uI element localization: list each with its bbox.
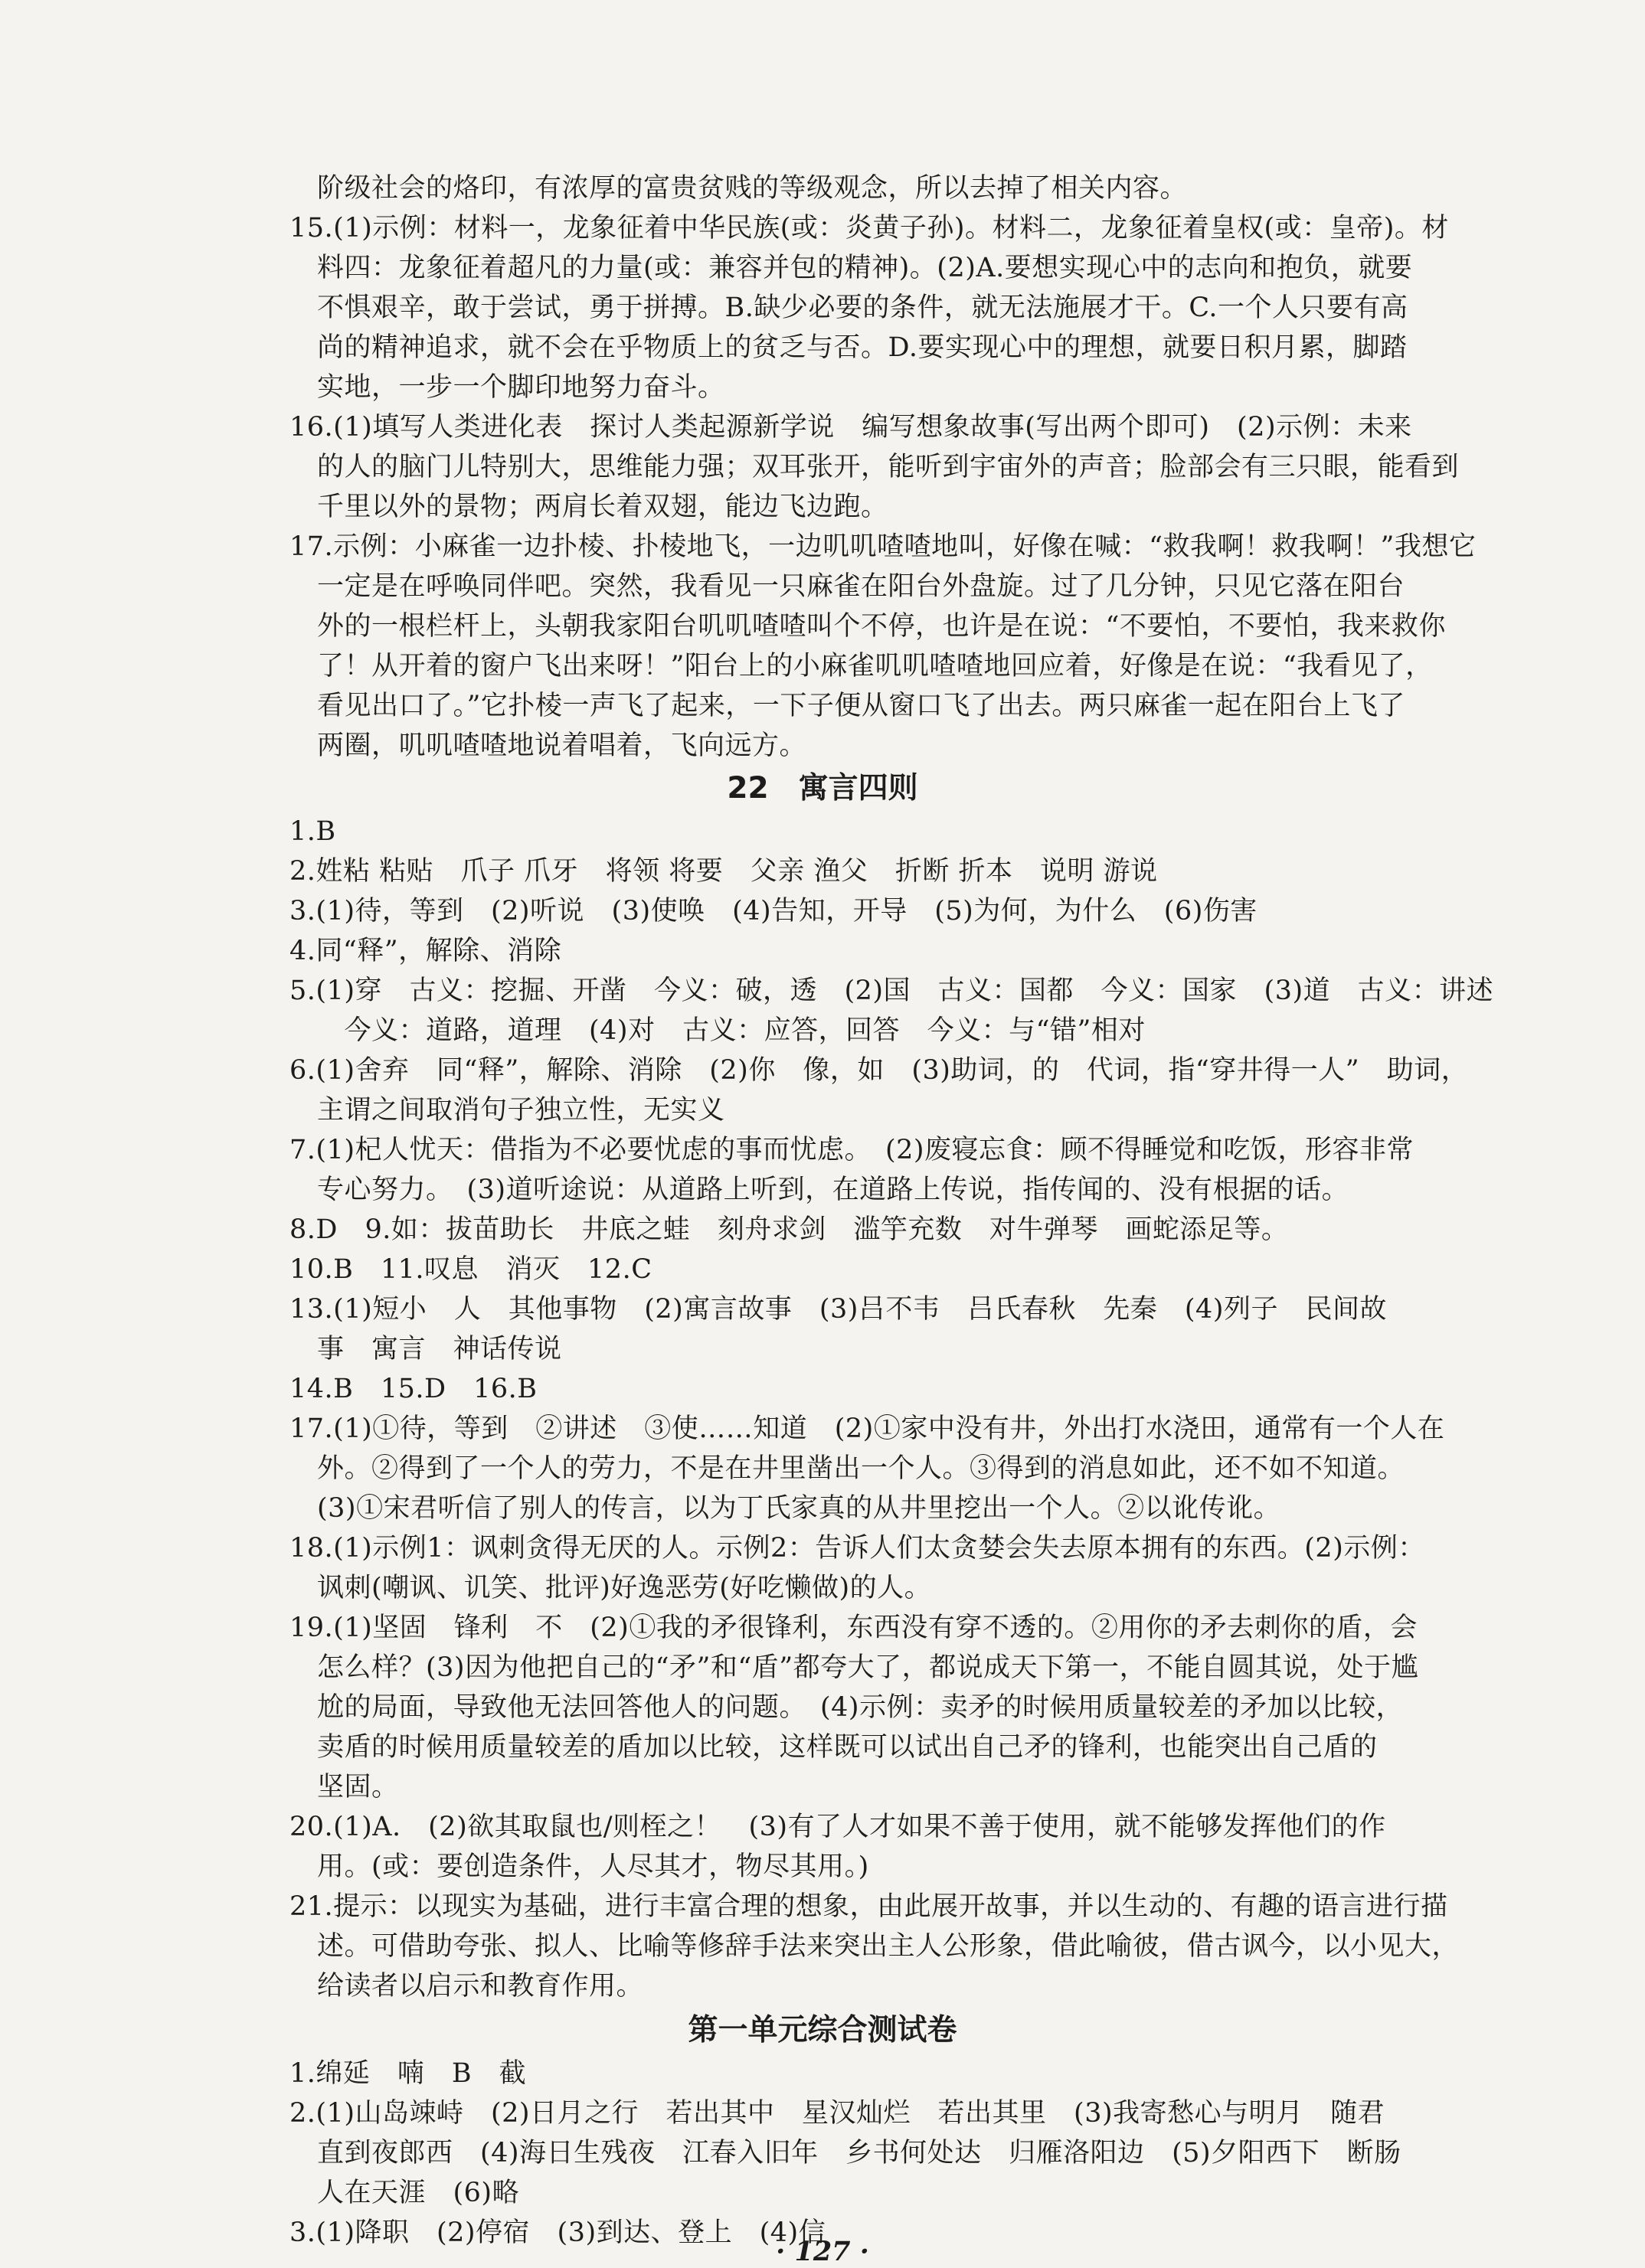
text-line: 17.(1)①待，等到 ②讲述 ③使……知道 (2)①家中没有井，外出打水浇田，通常有一个人在: [289, 1413, 1445, 1444]
text-line: 6.(1)舍弃 同“释”，解除、消除 (2)你 像，如 (3)助词，的 代词，指“穿井得一人” 助词，: [289, 1055, 1469, 1086]
text-line: 16.(1)填写人类进化表 探讨人类起源新学说 编写想象故事(写出两个即可) (2)示例：未来: [289, 412, 1412, 443]
text-line: 料四：龙象征着超凡的力量(或：兼容并包的精神)。(2)A.要想实现心中的志向和抱负，就要: [317, 253, 1413, 283]
page-number: · 127 ·: [776, 2236, 869, 2267]
text-line: 19.(1)坚固 锋利 不 (2)①我的矛很锋利，东西没有穿不透的。②用你的矛去刺你的盾，会: [289, 1613, 1418, 1643]
text-line: 14.B 15.D 16.B: [289, 1374, 538, 1404]
text-line: 18.(1)示例1：讽刺贪得无厌的人。示例2：告诉人们太贪婪会失去原本拥有的东西。(2)示例：: [289, 1533, 1425, 1564]
text-line: 实地，一步一个脚印地努力奋斗。: [317, 372, 725, 403]
text-line: 用。(或：要创造条件，人尽其才，物尽其用。): [317, 1851, 869, 1882]
text-line: 2.(1)山岛竦峙 (2)日月之行 若出其中 星汉灿烂 若出其里 (3)我寄愁心与明月 随君: [289, 2098, 1385, 2129]
text-line: 8.D 9.如：拔苗助长 井底之蛙 刻舟求剑 滥竽充数 对牛弹琴 画蛇添足等。: [289, 1214, 1289, 1245]
text-line: 主谓之间取消句子独立性，无实义: [317, 1095, 725, 1126]
text-line: 1.B: [289, 816, 336, 847]
text-line: 讽刺(嘲讽、讥笑、批评)好逸恶劳(好吃懒做)的人。: [317, 1573, 932, 1603]
text-line: 17.示例：小麻雀一边扑棱、扑棱地飞，一边叽叽喳喳地叫，好像在喊：“救我啊！救我啊！”我想它: [289, 531, 1477, 562]
text-line: 不惧艰辛，敢于尝试，勇于拼搏。B.缺少必要的条件，就无法施展才干。C.一个人只要有高: [317, 292, 1408, 323]
text-line: 13.(1)短小 人 其他事物 (2)寓言故事 (3)吕不韦 吕氏春秋 先秦 (4)列子 民间故: [289, 1294, 1387, 1325]
section-heading-unit-test: 第一单元综合测试卷: [688, 2013, 957, 2047]
text-line: (3)①宋君听信了别人的传言，以为丁氏家真的从井里挖出一个人。②以讹传讹。: [317, 1493, 1281, 1524]
text-line: 怎么样？(3)因为他把自己的“矛”和“盾”都夸大了，都说成天下第一，不能自圆其说，处于尴: [317, 1652, 1419, 1683]
text-line: 20.(1)A. (2)欲其取鼠也/则桎之！ (3)有了人才如果不善于使用，就不能够发挥他们的作: [289, 1812, 1386, 1842]
text-line: 今义：道路，道理 (4)对 古义：应答，回答 今义：与“错”相对: [317, 1015, 1146, 1046]
text-line: 4.同“释”，解除、消除: [289, 936, 562, 966]
text-line: 两圈，叽叽喳喳地说着唱着，飞向远方。: [317, 730, 807, 761]
text-line: 看见出口了。”它扑棱一声飞了起来，一下子便从窗口飞了出去。两只麻雀一起在阳台上飞了: [317, 691, 1405, 721]
text-line: 15.(1)示例：材料一，龙象征着中华民族(或：炎黄子孙)。材料二，龙象征着皇权(或：皇帝)。材: [289, 213, 1449, 243]
text-line: 了！从开着的窗户飞出来呀！”阳台上的小麻雀叽叽喳喳地回应着，好像是在说：“我看见了，: [317, 651, 1433, 681]
text-line: 千里以外的景物；两肩长着双翅，能边飞边跑。: [317, 492, 888, 522]
text-line: 直到夜郎西 (4)海日生残夜 江春入旧年 乡书何处达 归雁洛阳边 (5)夕阳西下 断肠: [317, 2138, 1401, 2168]
text-line: 卖盾的时候用质量较差的盾加以比较，这样既可以试出自己矛的锋利，也能突出自己盾的: [317, 1732, 1378, 1763]
text-line: 1.绵延 喃 B 截: [289, 2058, 527, 2089]
text-line: 外的一根栏杆上，头朝我家阳台叽叽喳喳叫个不停，也许是在说：“不要怕，不要怕，我来救你: [317, 611, 1446, 642]
text-line: 的人的脑门儿特别大，思维能力强；双耳张开，能听到宇宙外的声音；脸部会有三只眼，能看到: [317, 452, 1460, 482]
text-line: 尚的精神追求，就不会在乎物质上的贫乏与否。D.要实现心中的理想，就要日积月累，脚踏: [317, 332, 1408, 363]
text-line: 5.(1)穿 古义：挖掘、开凿 今义：破，透 (2)国 古义：国都 今义：国家 (3)道 古义：讲述: [289, 976, 1494, 1006]
text-line: 7.(1)杞人忧天：借指为不必要忧虑的事而忧虑。 (2)废寝忘食：顾不得睡觉和吃饭，形容非常: [289, 1135, 1414, 1165]
text-line: 外。②得到了一个人的劳力，不是在井里凿出一个人。③得到的消息如此，还不如不知道。: [317, 1453, 1405, 1484]
text-line: 一定是在呼唤同伴吧。突然，我看见一只麻雀在阳台外盘旋。过了几分钟，只见它落在阳台: [317, 571, 1405, 602]
text-line: 尬的局面，导致他无法回答他人的问题。 (4)示例：卖矛的时候用质量较差的矛加以比较，: [317, 1692, 1404, 1723]
text-line: 专心努力。 (3)道听途说：从道路上听到，在道路上传说，指传闻的、没有根据的话。: [317, 1175, 1349, 1205]
text-line: 3.(1)降职 (2)停宿 (3)到达、登上 (4)信: [289, 2217, 826, 2248]
text-line: 人在天涯 (6)略: [317, 2178, 520, 2208]
text-line: 2.姓粘 粘贴 爪子 爪牙 将领 将要 父亲 渔父 折断 折本 说明 游说: [289, 856, 1158, 887]
text-line: 坚固。: [317, 1772, 399, 1802]
text-line: 阶级社会的烙印，有浓厚的富贵贫贱的等级观念，所以去掉了相关内容。: [317, 173, 1188, 204]
text-line: 事 寓言 神话传说: [317, 1334, 562, 1364]
text-line: 给读者以启示和教育作用。: [317, 1971, 644, 2002]
text-line: 述。可借助夸张、拟人、比喻等修辞手法来突出主人公形象，借此喻彼，借古讽今，以小见大，: [317, 1931, 1460, 1962]
text-line: 21.提示：以现实为基础，进行丰富合理的想象，由此展开故事，并以生动的、有趣的语言进行描: [289, 1891, 1448, 1922]
text-line: 3.(1)待，等到 (2)听说 (3)使唤 (4)告知，开导 (5)为何，为什么 (6)伤害: [289, 896, 1257, 926]
text-line: 10.B 11.叹息 消灭 12.C: [289, 1254, 652, 1285]
section-heading-lesson-22: 22 寓言四则: [727, 771, 918, 806]
